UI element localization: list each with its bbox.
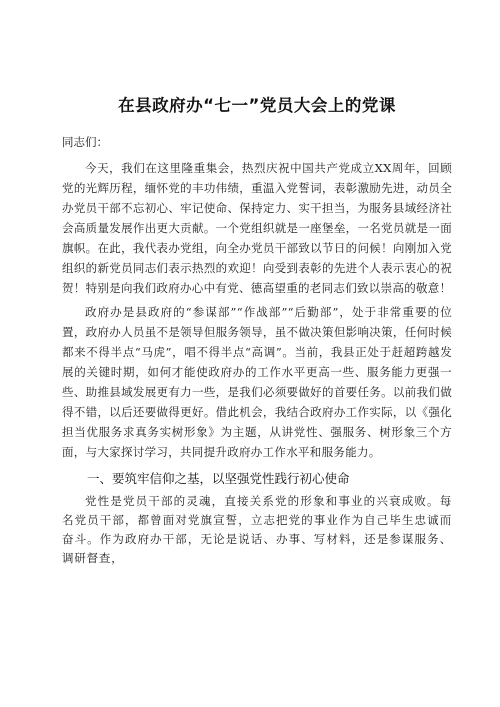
paragraph-opening: 今天，我们在这里隆重集会，热烈庆祝中国共产党成立XX周年，回顾党的光辉历程，缅怀党的丰功伟绩，重温入党誓词，表彰激励先进，动员全办党员干部不忘初心、牢记使命、保持定力、实干担当，为服务县域经济社会高质量发展作出更大贡献。一个党组织就是一座堡垒，一名党员就是一面旗帜。在此，我代表办党组，向全办党员干部致以节日的问候！向刚加入党组织的新党员同志们表示热烈的欢迎！向受到表彰的先进个人表示衷心的祝贺！特别是向我们政府办心中有党、德高望重的老同志们致以崇高的敬意！ bbox=[62, 161, 452, 295]
section-paragraph: 党性是党员干部的灵魂，直接关系党的形象和事业的兴衰成败。每名党员干部，都曾面对党旗宣誓，立志把党的事业作为自己毕生忠诚而奋斗。作为政府办干部，无论是说话、办事、写材料，还是参谋服务、调研督查， bbox=[62, 494, 452, 565]
section-heading: 一、要筑牢信仰之基，以坚强党性践行初心使命 bbox=[87, 471, 350, 486]
greeting: 同志们： bbox=[62, 135, 108, 149]
document-title: 在县政府办“七一”党员大会上的党课 bbox=[118, 96, 396, 115]
paragraph-role: 政府办是县政府的“参谋部”“作战部”“后勤部”，处于非常重要的位置，政府办人员虽不是领导但服务领导，虽不做决策但影响决策，任何时候都来不得半点“马虎”，唱不得半点“高调”。当前，我县正处于赶超跨越发展的关键时期，如何才能使政府办的工作水平更高一些、服务能力更强一些、助推县域发展更有力一些，是我们必须要做好的首要任务。以前我们做得不错，以后还要做得更好。借此机会，我结合政府办工作实际，以《强化担当优服务求真务实树形象》为主题，从讲党性、强服务、树形象三个方面，与大家探讨学习，共同提升政府办工作水平和服务能力。 bbox=[62, 305, 452, 459]
